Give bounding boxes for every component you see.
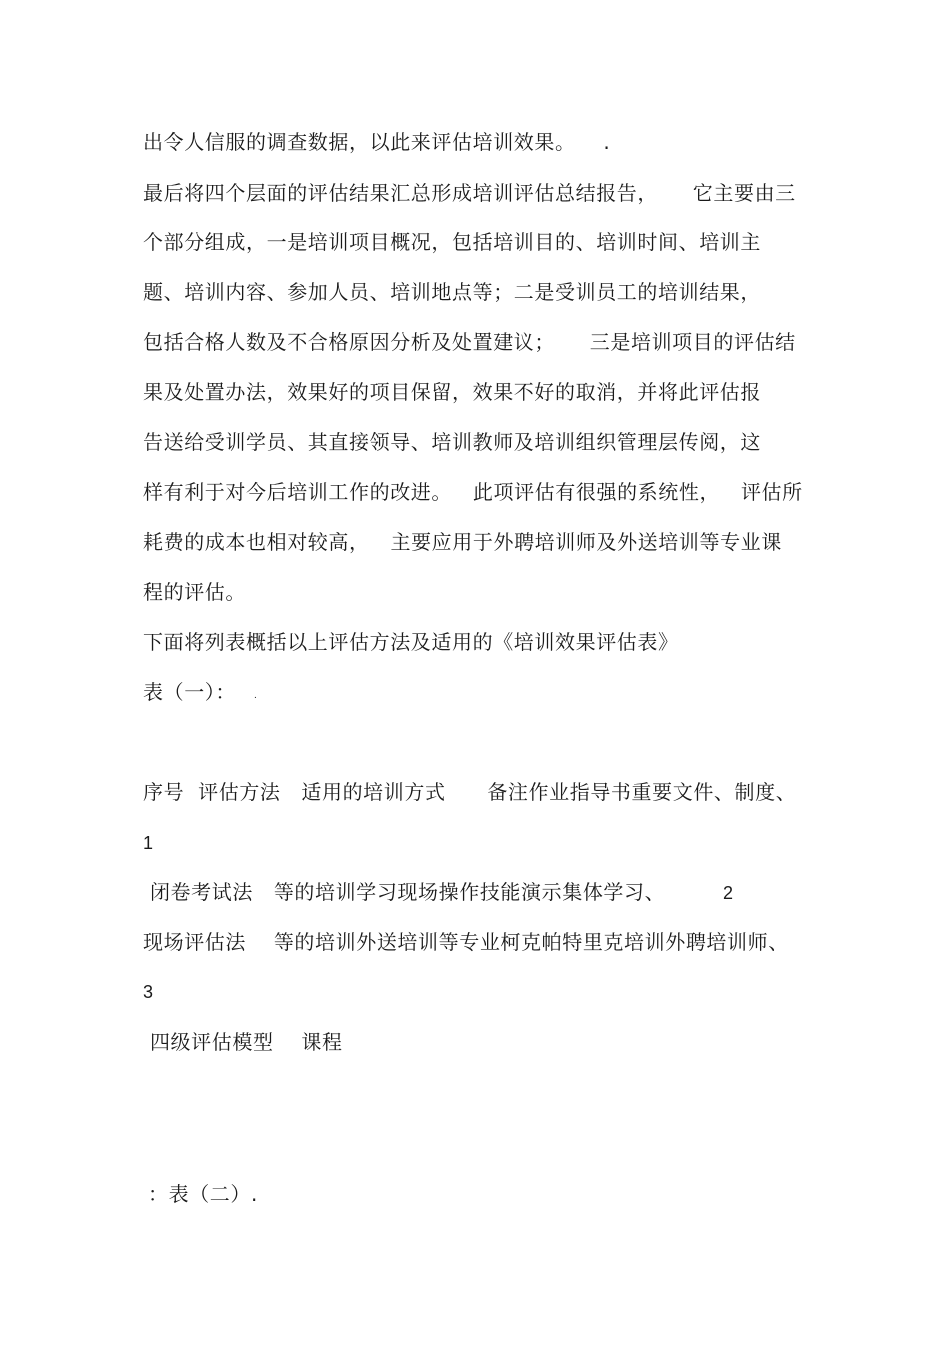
- paragraph-line-2: 最后将四个层面的评估结果汇总形成培训评估总结报告， 它主要由三: [143, 181, 796, 205]
- paragraph-line-5: 包括合格人数及不合格原因分析及处置建议； 三是培训项目的评估结: [143, 330, 796, 354]
- intro-line: 下面将列表概括以上评估方法及适用的《培训效果评估表》: [143, 630, 679, 654]
- table1-row-3: 四级评估模型 课程: [143, 1030, 343, 1054]
- table1-label: 表（一）：: [143, 680, 236, 704]
- table1-dot: .: [254, 690, 257, 701]
- table1-row-1: 闭卷考试法 等的培训学习现场操作技能演示集体学习、: [143, 880, 666, 904]
- table1-row-2: 现场评估法 等的培训外送培训等专业柯克帕特里克培训外聘培训师、: [143, 930, 789, 954]
- paragraph-line-10: 程的评估。: [143, 580, 246, 604]
- table1-row-number-1: 1: [143, 833, 154, 853]
- table1-header-row: 序号 评估方法 适用的培训方式 备注作业指导书重要文件、制度、: [143, 780, 797, 804]
- paragraph-line-3: 个部分组成，一是培训项目概况，包括培训目的、培训时间、培训主: [143, 230, 761, 254]
- paragraph-line-1: 出令人信服的调查数据，以此来评估培训效果。 .: [143, 130, 611, 154]
- paragraph-line-6: 果及处置办法，效果好的项目保留，效果不好的取消，并将此评估报: [143, 380, 761, 404]
- paragraph-line-7: 告送给受训学员、其直接领导、培训教师及培训组织管理层传阅，这: [143, 430, 761, 454]
- table2-label: ：表（二）.: [148, 1182, 258, 1206]
- table1-row-number-3: 3: [143, 982, 154, 1002]
- paragraph-line-8: 样有利于对今后培训工作的改进。 此项评估有很强的系统性， 评估所: [143, 480, 803, 504]
- paragraph-line-9: 耗费的成本也相对较高， 主要应用于外聘培训师及外送培训等专业课: [143, 530, 782, 554]
- paragraph-line-4: 题、培训内容、参加人员、培训地点等；二是受训员工的培训结果，: [143, 280, 761, 304]
- table1-row-number-2: 2: [723, 883, 734, 903]
